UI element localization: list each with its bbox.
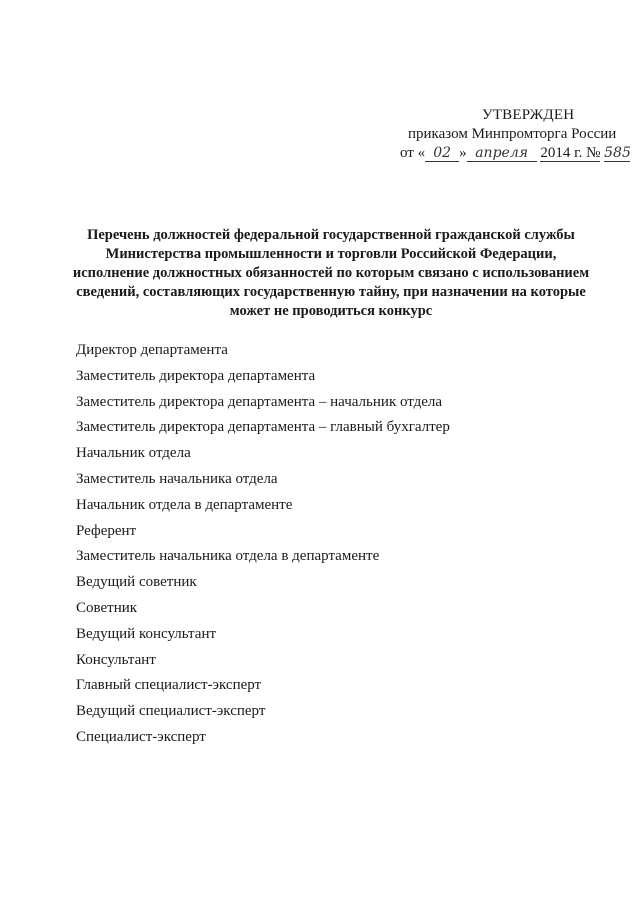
approval-stamp bbox=[400, 106, 630, 163]
handwritten-day: 02 bbox=[425, 146, 459, 162]
positions-list bbox=[76, 340, 450, 753]
position-item: Ведущий консультант bbox=[76, 625, 217, 642]
date-year: 2014 г. № bbox=[540, 145, 601, 161]
document-heading bbox=[62, 226, 600, 321]
heading-line: сведений, составляющих государственную тайну, при назначении на которые bbox=[76, 284, 586, 300]
approval-order: приказом Минпромторга России bbox=[408, 126, 617, 142]
position-item: Ведущий советник bbox=[76, 574, 197, 591]
heading-line: может не проводиться конкурс bbox=[229, 303, 433, 319]
position-item: Заместитель начальника отдела в департаменте bbox=[76, 548, 380, 565]
position-item: Специалист-эксперт bbox=[76, 728, 206, 745]
position-item: Заместитель начальника отдела bbox=[76, 470, 278, 487]
approval-title: УТВЕРЖДЕН bbox=[482, 107, 575, 123]
position-item: Заместитель директора департамента bbox=[76, 367, 316, 384]
heading-line: исполнение должностных обязанностей по которым связано с использованием bbox=[72, 265, 590, 281]
position-item: Заместитель директора департамента – главный бухгалтер bbox=[76, 419, 450, 436]
position-item: Заместитель директора департамента – начальник отдела bbox=[76, 393, 443, 410]
date-day-close: » bbox=[459, 145, 467, 161]
handwritten-month: апреля bbox=[467, 146, 537, 162]
date-prefix: от « bbox=[400, 145, 426, 161]
position-item: Начальник отдела bbox=[76, 445, 191, 462]
position-item: Главный специалист-эксперт bbox=[76, 677, 262, 694]
position-item: Советник bbox=[76, 599, 138, 616]
position-item: Директор департамента bbox=[76, 342, 228, 358]
position-item: Ведущий специалист-эксперт bbox=[76, 703, 266, 720]
handwritten-order-number: 585 bbox=[604, 145, 631, 161]
position-item: Консультант bbox=[76, 651, 156, 668]
heading-line: Министерства промышленности и торговли Российской Федерации, bbox=[105, 246, 557, 262]
approval-date-line bbox=[400, 144, 630, 163]
heading-line: Перечень должностей федеральной государственной гражданской службы bbox=[87, 227, 575, 243]
position-item: Референт bbox=[76, 522, 137, 539]
position-item: Начальник отдела в департаменте bbox=[76, 496, 293, 513]
